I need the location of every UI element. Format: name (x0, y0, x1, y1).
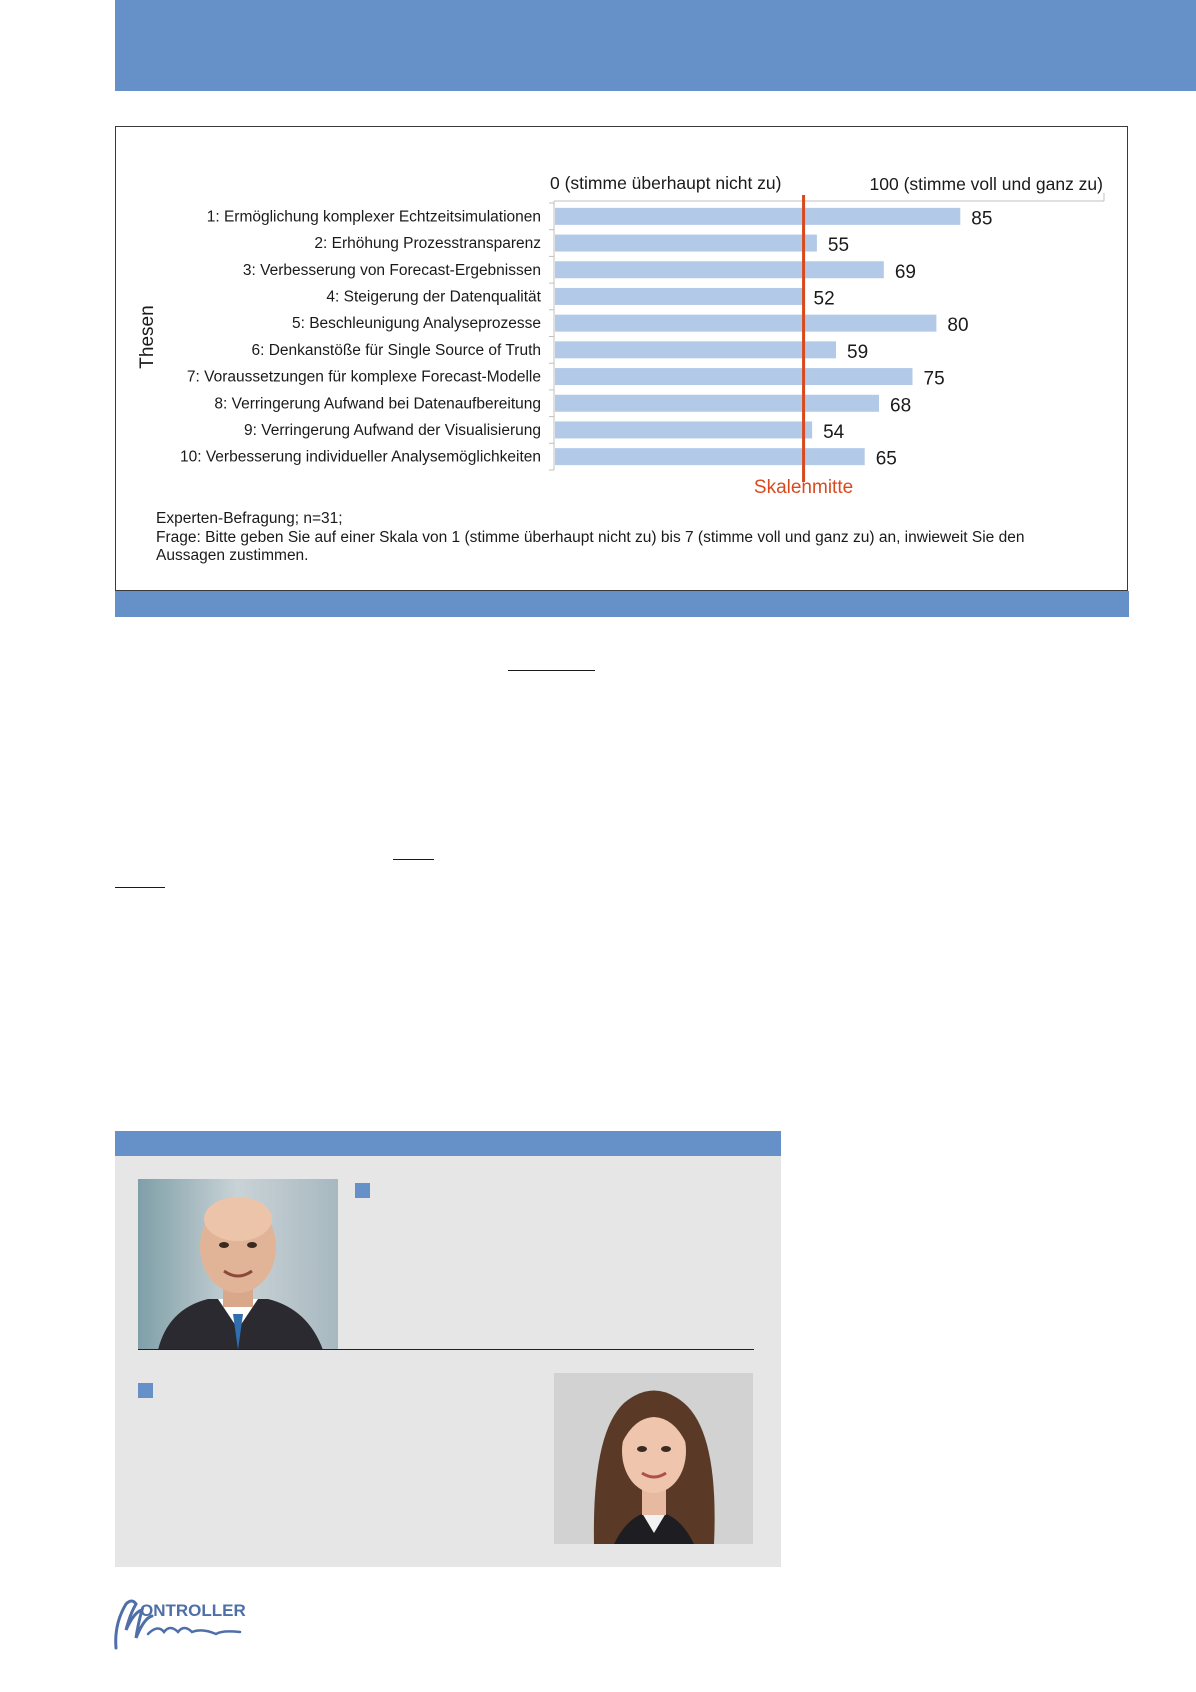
header-band (115, 0, 1196, 91)
text-underline-1 (508, 670, 595, 671)
data-label: 52 (813, 288, 835, 310)
x-max-label: 100 (stimme voll und ganz zu) (869, 174, 1103, 194)
note-sample: Experten-Befragung; n=31; (156, 510, 343, 527)
bar (555, 448, 865, 465)
bar (555, 368, 913, 385)
author-divider (138, 1349, 754, 1350)
x-min-label: 0 (stimme überhaupt nicht zu) (550, 173, 782, 193)
bar (555, 288, 803, 305)
text-underline-2 (393, 859, 434, 860)
author-box-header (115, 1131, 781, 1156)
data-label: 85 (971, 208, 993, 230)
note-question-cont: Aussagen zustimmen. (156, 547, 309, 564)
category-label: 3: Verbesserung von Forecast-Ergebnissen (242, 261, 541, 279)
data-label: 55 (827, 235, 850, 257)
bar (555, 261, 884, 278)
category-label: 6: Denkanstöße für Single Source of Truth (251, 341, 541, 359)
category-label: 7: Voraussetzungen für komplexe Forecast-Modelle (186, 368, 541, 386)
bar (555, 235, 817, 252)
figure-notes (156, 510, 1116, 566)
data-label: 75 (923, 368, 945, 390)
data-label: 59 (847, 341, 869, 363)
bar (555, 315, 936, 332)
bar (555, 341, 836, 358)
bar (555, 421, 812, 438)
author-photo-1 (138, 1179, 338, 1350)
bar (555, 395, 879, 412)
controller-magazin-logo (112, 1594, 262, 1652)
bullet-icon (355, 1183, 370, 1198)
logo-text: ONTROLLER (140, 1601, 246, 1620)
category-label: 2: Erhöhung Prozesstransparenz (314, 235, 541, 253)
figure-box (115, 126, 1128, 591)
data-label: 54 (823, 421, 845, 443)
bar (555, 208, 960, 225)
note-question: Frage: Bitte geben Sie auf einer Skala von 1 (stimme überhaupt nicht zu) bis 7 (stimme voll und ganz zu) an, inwieweit Sie den (156, 528, 1025, 546)
data-label: 80 (947, 315, 969, 337)
figure-bottom-band (115, 591, 1129, 617)
category-label: 9: Verringerung Aufwand der Visualisierung (244, 421, 541, 439)
category-label: 10: Verbesserung individueller Analysemöglichkeiten (179, 448, 541, 466)
bullet-icon (138, 1383, 153, 1398)
category-label: 1: Ermöglichung komplexer Echtzeitsimulationen (206, 208, 541, 226)
data-label: 65 (875, 448, 897, 470)
category-label: 8: Verringerung Aufwand bei Datenaufbereitung (214, 395, 541, 413)
category-label: 5: Beschleunigung Analyseprozesse (291, 315, 541, 333)
scale-middle-label: Skalenmitte (753, 477, 854, 498)
category-label: 4: Steigerung der Datenqualität (326, 288, 541, 306)
text-underline-3 (115, 887, 165, 888)
data-label: 68 (890, 395, 912, 417)
y-axis-title: Thesen (137, 305, 158, 369)
data-label: 69 (894, 261, 916, 283)
author-photo-2 (554, 1373, 753, 1544)
